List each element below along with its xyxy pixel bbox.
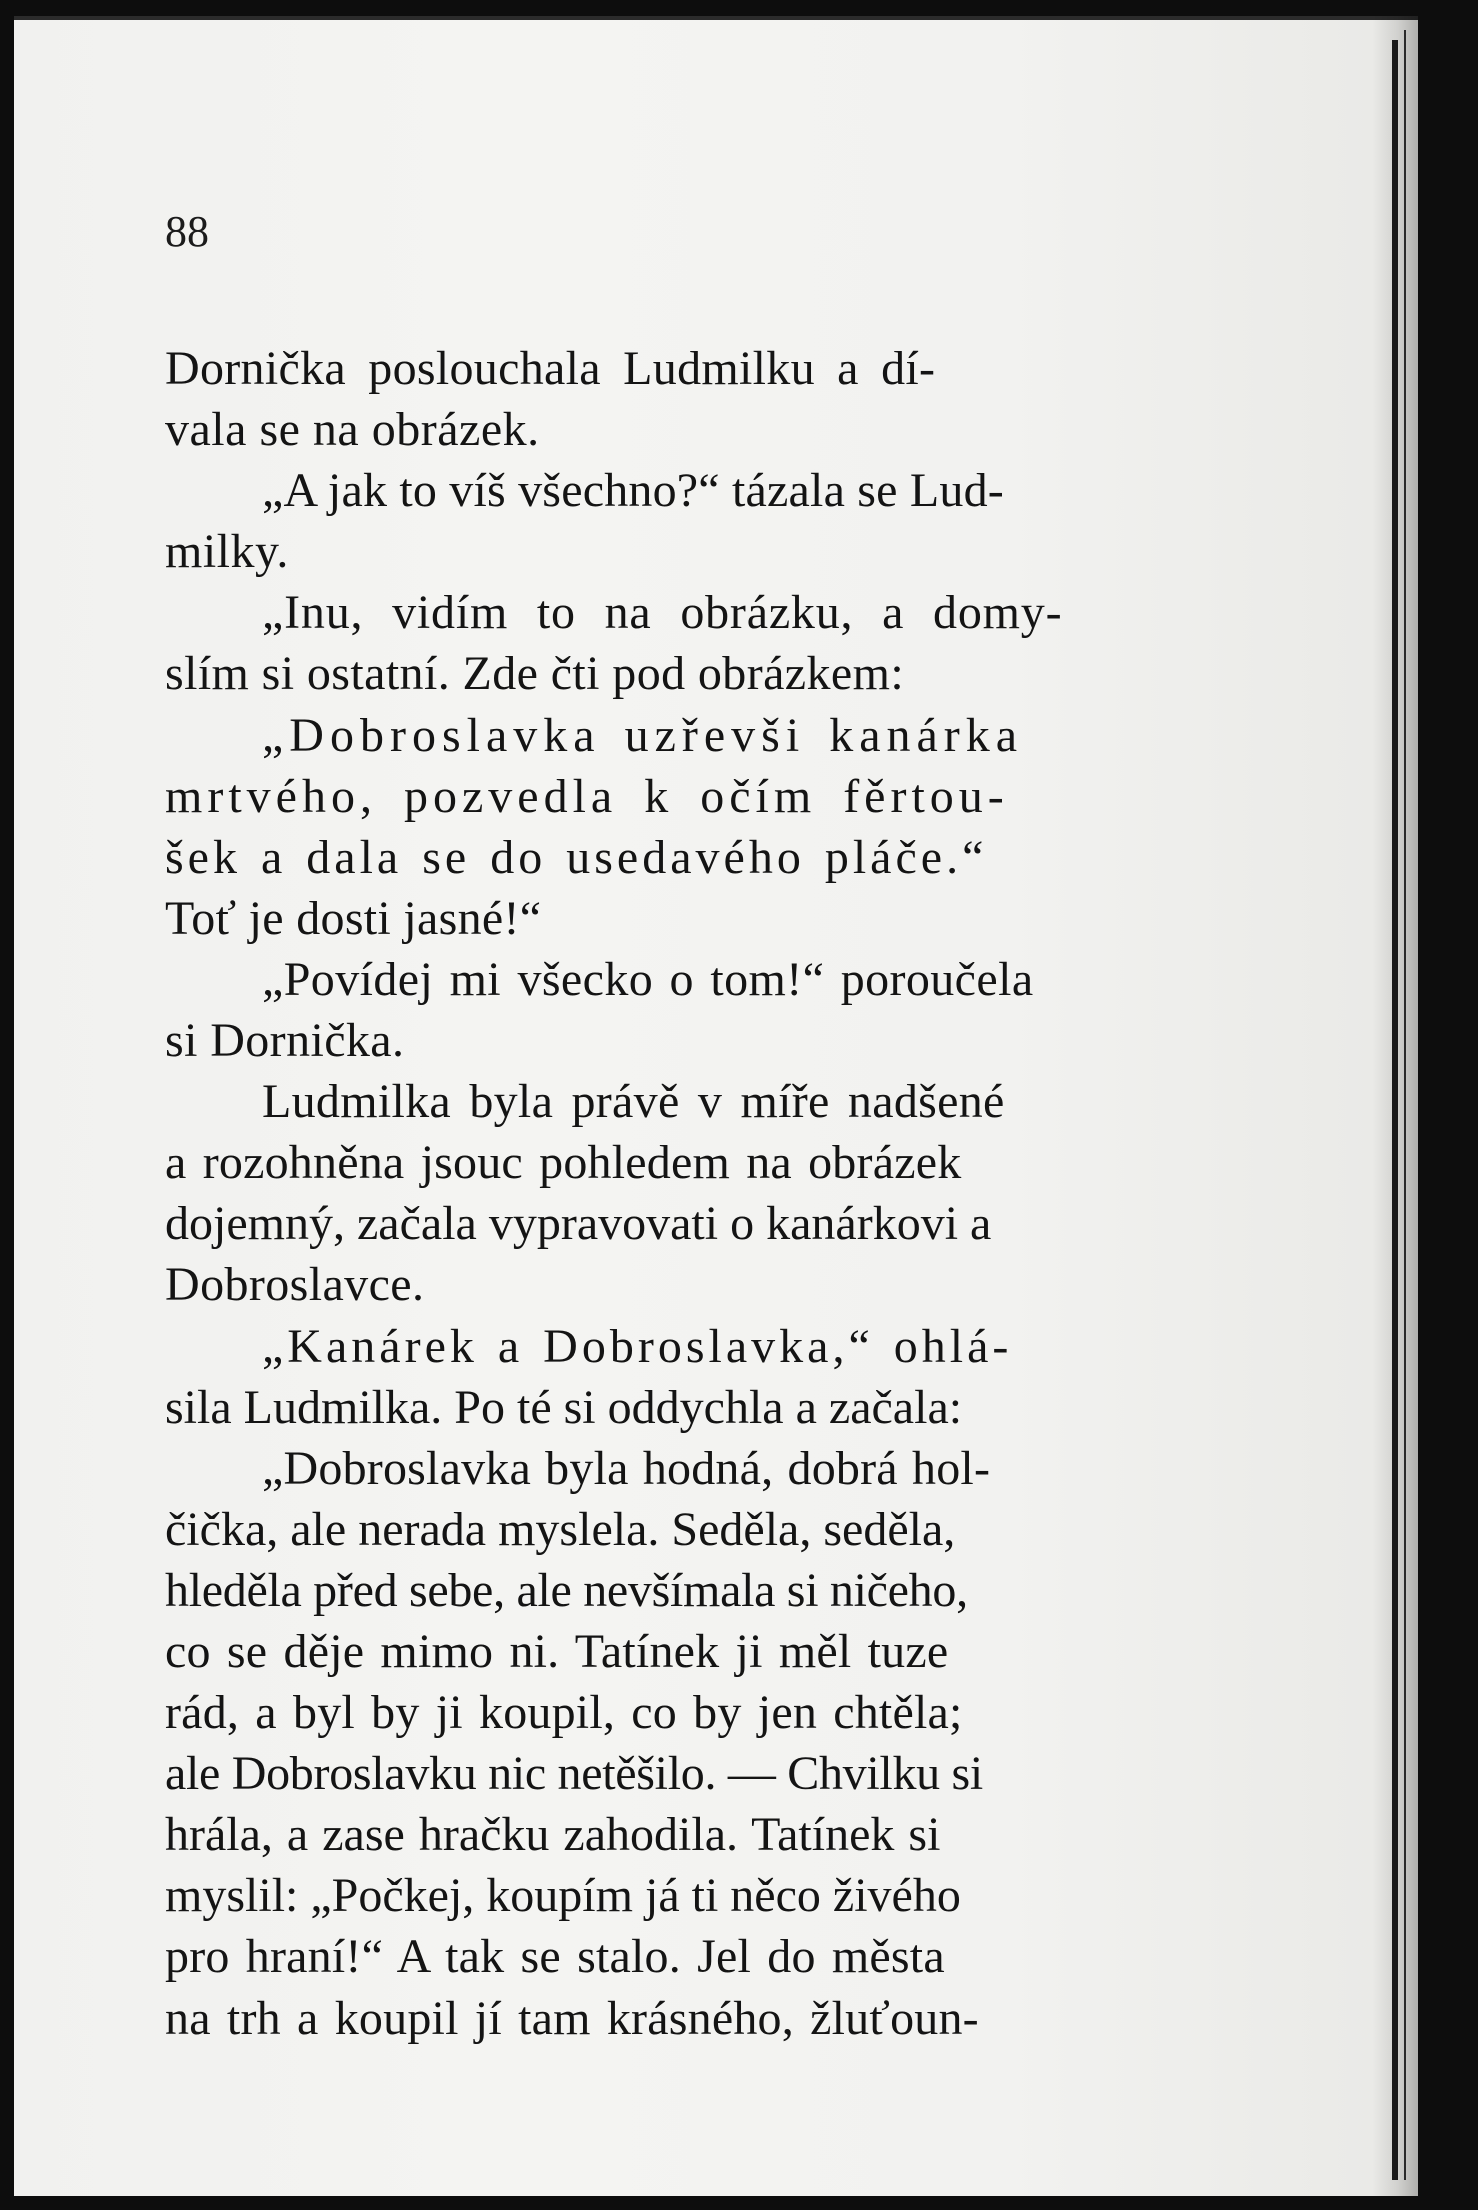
text-line: hleděla před sebe, ale nevšímala si ničeho, <box>165 1563 968 1617</box>
right-page-edge <box>1392 40 1398 2180</box>
text-line: na trh a koupil jí tam krásného, žluťoun- <box>165 1991 979 2045</box>
text-line: šek a dala se do usedavého pláče.“ <box>165 830 988 884</box>
text-line: myslil: „Počkej, koupím já ti něco živého <box>165 1869 961 1923</box>
text-line: „Dobroslavka uzřevši kanárka <box>262 708 1024 762</box>
text-line: „Inu, vidím to na obrázku, a domy- <box>262 586 1063 640</box>
text-line: mrtvého, pozvedla k očím fěrtou- <box>165 769 1009 823</box>
text-line: dojemný, začala vypravovati o kanárkovi a <box>165 1197 992 1251</box>
text-line: „A jak to víš všechno?“ tázala se Lud- <box>262 464 1004 518</box>
text-line: co se děje mimo ni. Tatínek ji měl tuze <box>165 1624 949 1678</box>
text-line: Dornička poslouchala Ludmilku a dí- <box>165 342 936 395</box>
right-page-edge-line <box>1404 30 1406 2180</box>
text-line: milky. <box>165 525 289 579</box>
text-line: hrála, a zase hračku zahodila. Tatínek si <box>165 1808 941 1862</box>
text-line: „Povídej mi všecko o tom!“ poroučela <box>262 952 1034 1006</box>
text-line: vala se na obrázek. <box>165 403 540 457</box>
text-line: Ludmilka byla právě v míře nadšené <box>262 1075 1005 1129</box>
body-text <box>165 338 1177 2049</box>
text-line: si Dornička. <box>165 1014 405 1068</box>
text-line: rád, a byl by ji koupil, co by jen chtěla; <box>165 1686 963 1740</box>
text-line: a rozohněna jsouc pohledem na obrázek <box>165 1136 962 1190</box>
text-line: čička, ale nerada myslela. Seděla, seděla, <box>165 1502 956 1556</box>
text-line: sila Ludmilka. Po té si oddychla a začala: <box>165 1380 963 1434</box>
text-line: „Dobroslavka byla hodná, dobrá hol- <box>262 1441 991 1495</box>
text-line: slím si ostatní. Zde čti pod obrázkem: <box>165 647 905 701</box>
text-line: „Kanárek a Dobroslavka,“ ohlá- <box>262 1319 1013 1373</box>
text-line: Toť je dosti jasné!“ <box>165 891 542 945</box>
text-line: ale Dobroslavku nic netěšilo. — Chvilku si <box>165 1747 983 1801</box>
text-line: pro hraní!“ A tak se stalo. Jel do města <box>165 1930 945 1984</box>
top-page-edge <box>14 16 1418 20</box>
text-line: Dobroslavce. <box>165 1258 425 1312</box>
page-number: 88 <box>165 207 209 256</box>
